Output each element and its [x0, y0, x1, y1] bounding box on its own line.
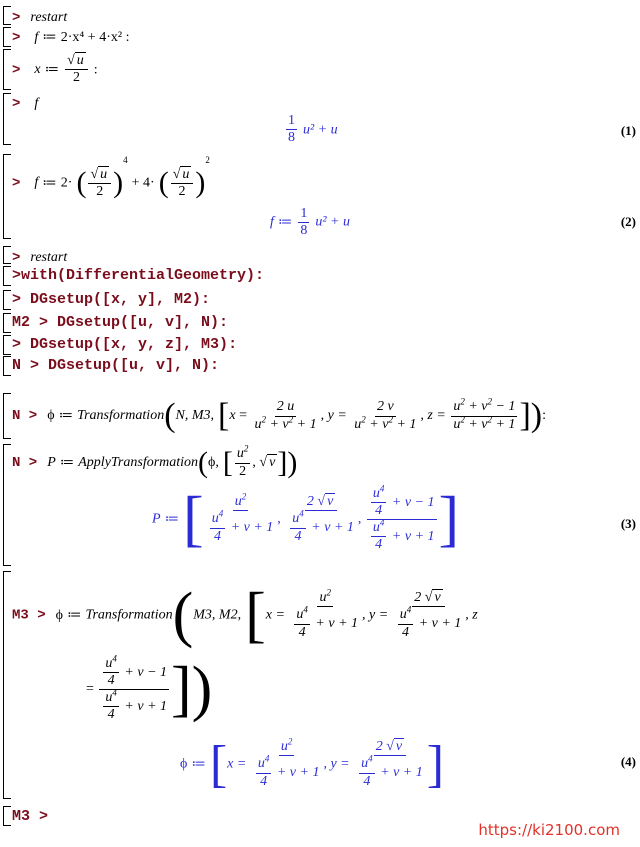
- exec-group-13: [3, 444, 4, 566]
- rhs: 2·x⁴ + 4·x² :: [60, 30, 130, 45]
- prompt: >: [12, 30, 21, 46]
- exec-group-6: [3, 246, 4, 264]
- exec-group-14: [3, 571, 4, 799]
- cmd-line-fexp[interactable]: > f ≔ 2· ( $\frac{√ u}{2}$ )$^4$ + 4· ( $\frac{√ u}{2}$ )$^2$: [12, 155, 210, 200]
- lhs: x: [34, 62, 41, 78]
- exec-group-9: [3, 313, 4, 333]
- exec-group-2: [3, 27, 4, 47]
- cmd-line-fdef[interactable]: [12, 28, 129, 46]
- exec-group-10: [3, 335, 4, 355]
- assign: ≔: [42, 30, 57, 45]
- equation-label-4: (4): [620, 754, 636, 769]
- cmd-line-dg3[interactable]: > DGsetup([x, y, z], M3):: [12, 336, 238, 353]
- prompt: >: [12, 175, 21, 192]
- cmd-line-dg2[interactable]: M2 > DGsetup([u, v], N):: [12, 314, 229, 331]
- prompt: >: [12, 96, 21, 112]
- output-3: P ≔ [ $u^2$ $\frac{u^4}{4}$ + v + 1 , 2 √ v $\frac{u^4}{4}$ + v + 1 , $\frac{u^4}{4}$ + v − 1 $\frac{u^4}{4}$ + v + 1 ]: [152, 483, 460, 553]
- cmd-line-restart-2[interactable]: > restart: [12, 250, 68, 266]
- cmd-line-phi-2-cont: = $\frac{u^4}{4}$ + v − 1 $\frac{u^4}{4}$ + v + 1 ]): [86, 653, 213, 723]
- watermark: https://ki2100.com: [478, 821, 620, 839]
- cmd-line-phi-2[interactable]: M3 > ϕ ≔ Transformation(M3, M2, [x = $u^2$ $\frac{u^4}{4}$ + v + 1 , y = 2 √ v $\frac{u^4}{4}$ + v + 1 , z: [12, 581, 478, 649]
- prompt: >: [12, 10, 21, 26]
- cmd-line-with[interactable]: >with(DifferentialGeometry):: [12, 267, 265, 284]
- lhs: f: [34, 30, 39, 45]
- cmd-line-dg1[interactable]: > DGsetup([x, y], M2):: [12, 291, 211, 308]
- cmd-line-apply[interactable]: N > P ≔ ApplyTransformation(ϕ, [ $\frac{u^2}{2}$ , √ v]): [12, 443, 298, 479]
- exec-group-7: [3, 266, 4, 286]
- cmd-text: f: [34, 96, 39, 111]
- exec-group-1: [3, 6, 4, 25]
- exec-group-11: [3, 356, 4, 376]
- output-2: f ≔ $\frac{1}{8}$ u² + u: [270, 206, 351, 239]
- cmd-line-last[interactable]: M3 >: [12, 808, 49, 825]
- equation-label-3: (3): [620, 516, 636, 531]
- exec-group-3: [3, 49, 4, 90]
- cmd-line-dg4[interactable]: N > DGsetup([u, v], N):: [12, 357, 220, 374]
- cmd-text: restart: [30, 10, 68, 25]
- exec-group-15: [3, 806, 4, 826]
- exec-group-8: [3, 290, 4, 310]
- prompt: >: [12, 62, 21, 79]
- exec-group-5: [3, 154, 4, 239]
- equation-label-2: (2): [620, 214, 636, 229]
- cmd-line-restart-1[interactable]: [12, 8, 67, 26]
- cmd-line-phi-1[interactable]: N > ϕ ≔ Transformation(N, M3, [x = $\frac{2 u}{u^2 + v^2 + 1}$ , y = $\frac{2 v}{u^2 + v^2 + 1}$ , z = $\frac{u^2 + v^2 - 1}{u^2 + v^2 + 1}$ ]):: [12, 396, 546, 434]
- output-4: ϕ ≔ [x = $u^2$ $\frac{u^4}{4}$ + v + 1 , y = 2 √ v $\frac{u^4}{4}$ + v + 1 ]: [180, 736, 445, 793]
- fraction: $\frac{√ u}{2}$: [65, 53, 88, 86]
- cmd-line-f[interactable]: [12, 94, 38, 112]
- exec-group-12: [3, 393, 4, 439]
- assign: ≔: [44, 62, 60, 78]
- equation-label-1: (1): [620, 123, 636, 138]
- cmd-line-xdef[interactable]: > x ≔ $\frac{√ u}{2}$ :: [12, 53, 98, 86]
- exec-group-4: [3, 93, 4, 145]
- output-1: $\frac{1}{8}$ u² + u: [288, 113, 338, 146]
